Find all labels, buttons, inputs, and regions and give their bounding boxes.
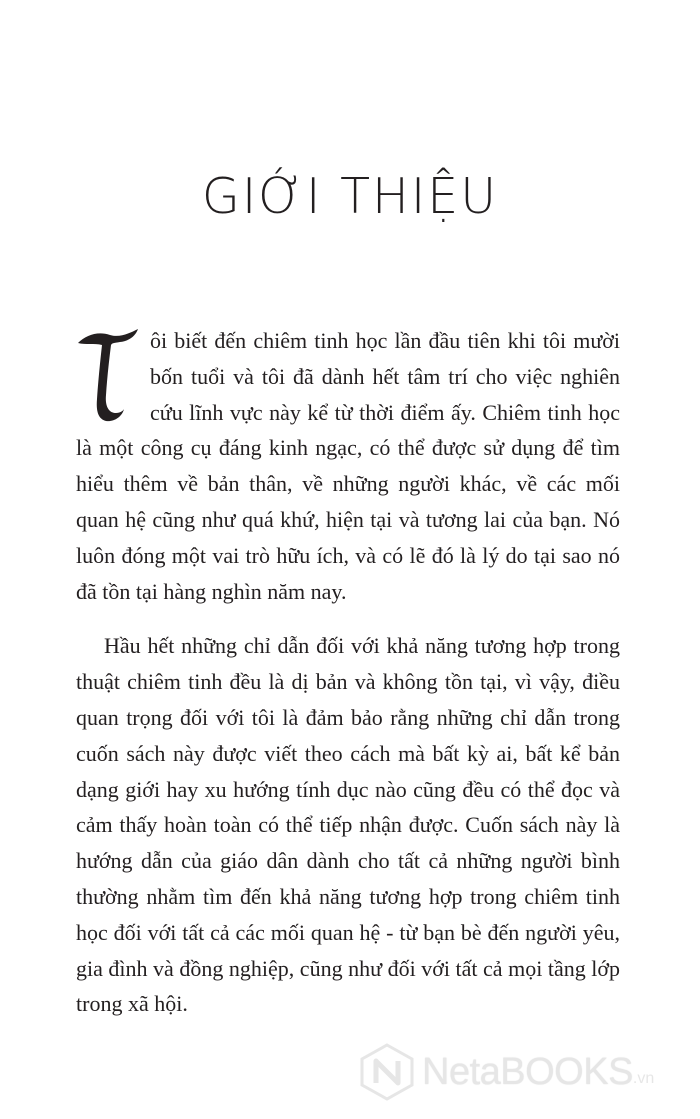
watermark-suffix: .vn	[632, 1070, 655, 1087]
paragraph-1-text: ôi biết đến chiêm tinh học lần đầu tiên khi tôi mười bốn tuổi và tôi đã dành hết tâm trí cho việc nghiên cứu lĩnh vực này kể từ thời điểm ấy. Chiêm tinh học là một công cụ đáng kinh ngạc, có thể được sử dụng để tìm hiểu thêm về bản thân, về những người khác, về các mối quan hệ cũng như quá khứ, hiện tại và tương lai của bạn. Nó luôn đóng một vai trò hữu ích, và có lẽ đó là lý do tại sao nó đã tồn tại hàng nghìn năm nay.	[76, 328, 620, 604]
drop-cap	[76, 327, 140, 425]
drop-cap-t-glyph	[76, 327, 140, 425]
chapter-title: GIỚI THIỆU	[201, 168, 499, 225]
watermark-brand: NetaBOOKS	[422, 1050, 633, 1093]
body-text	[76, 323, 620, 1022]
netabooks-logo-icon	[358, 1043, 416, 1101]
paragraph-2: Hầu hết những chỉ dẫn đối với khả năng tương hợp trong thuật chiêm tinh đều là dị bản và không tồn tại, vì vậy, điều quan trọng đối với tôi là đảm bảo rằng những chỉ dẫn trong cuốn sách này được viết theo cách mà bất kỳ ai, bất kể bản dạng giới hay xu hướng tính dục nào cũng đều có thể đọc và cảm thấy hoàn toàn có thể tiếp nhận được. Cuốn sách này là hướng dẫn của giáo dân dành cho tất cả những người bình thường nhằm tìm đến khả năng tương hợp trong chiêm tinh học đối với tất cả các mối quan hệ - từ bạn bè đến người yêu, gia đình và đồng nghiệp, cũng như đối với tất cả mọi tầng lớp trong xã hội.	[76, 633, 620, 1017]
paragraph-1	[76, 323, 620, 609]
netabooks-watermark	[358, 1042, 694, 1102]
